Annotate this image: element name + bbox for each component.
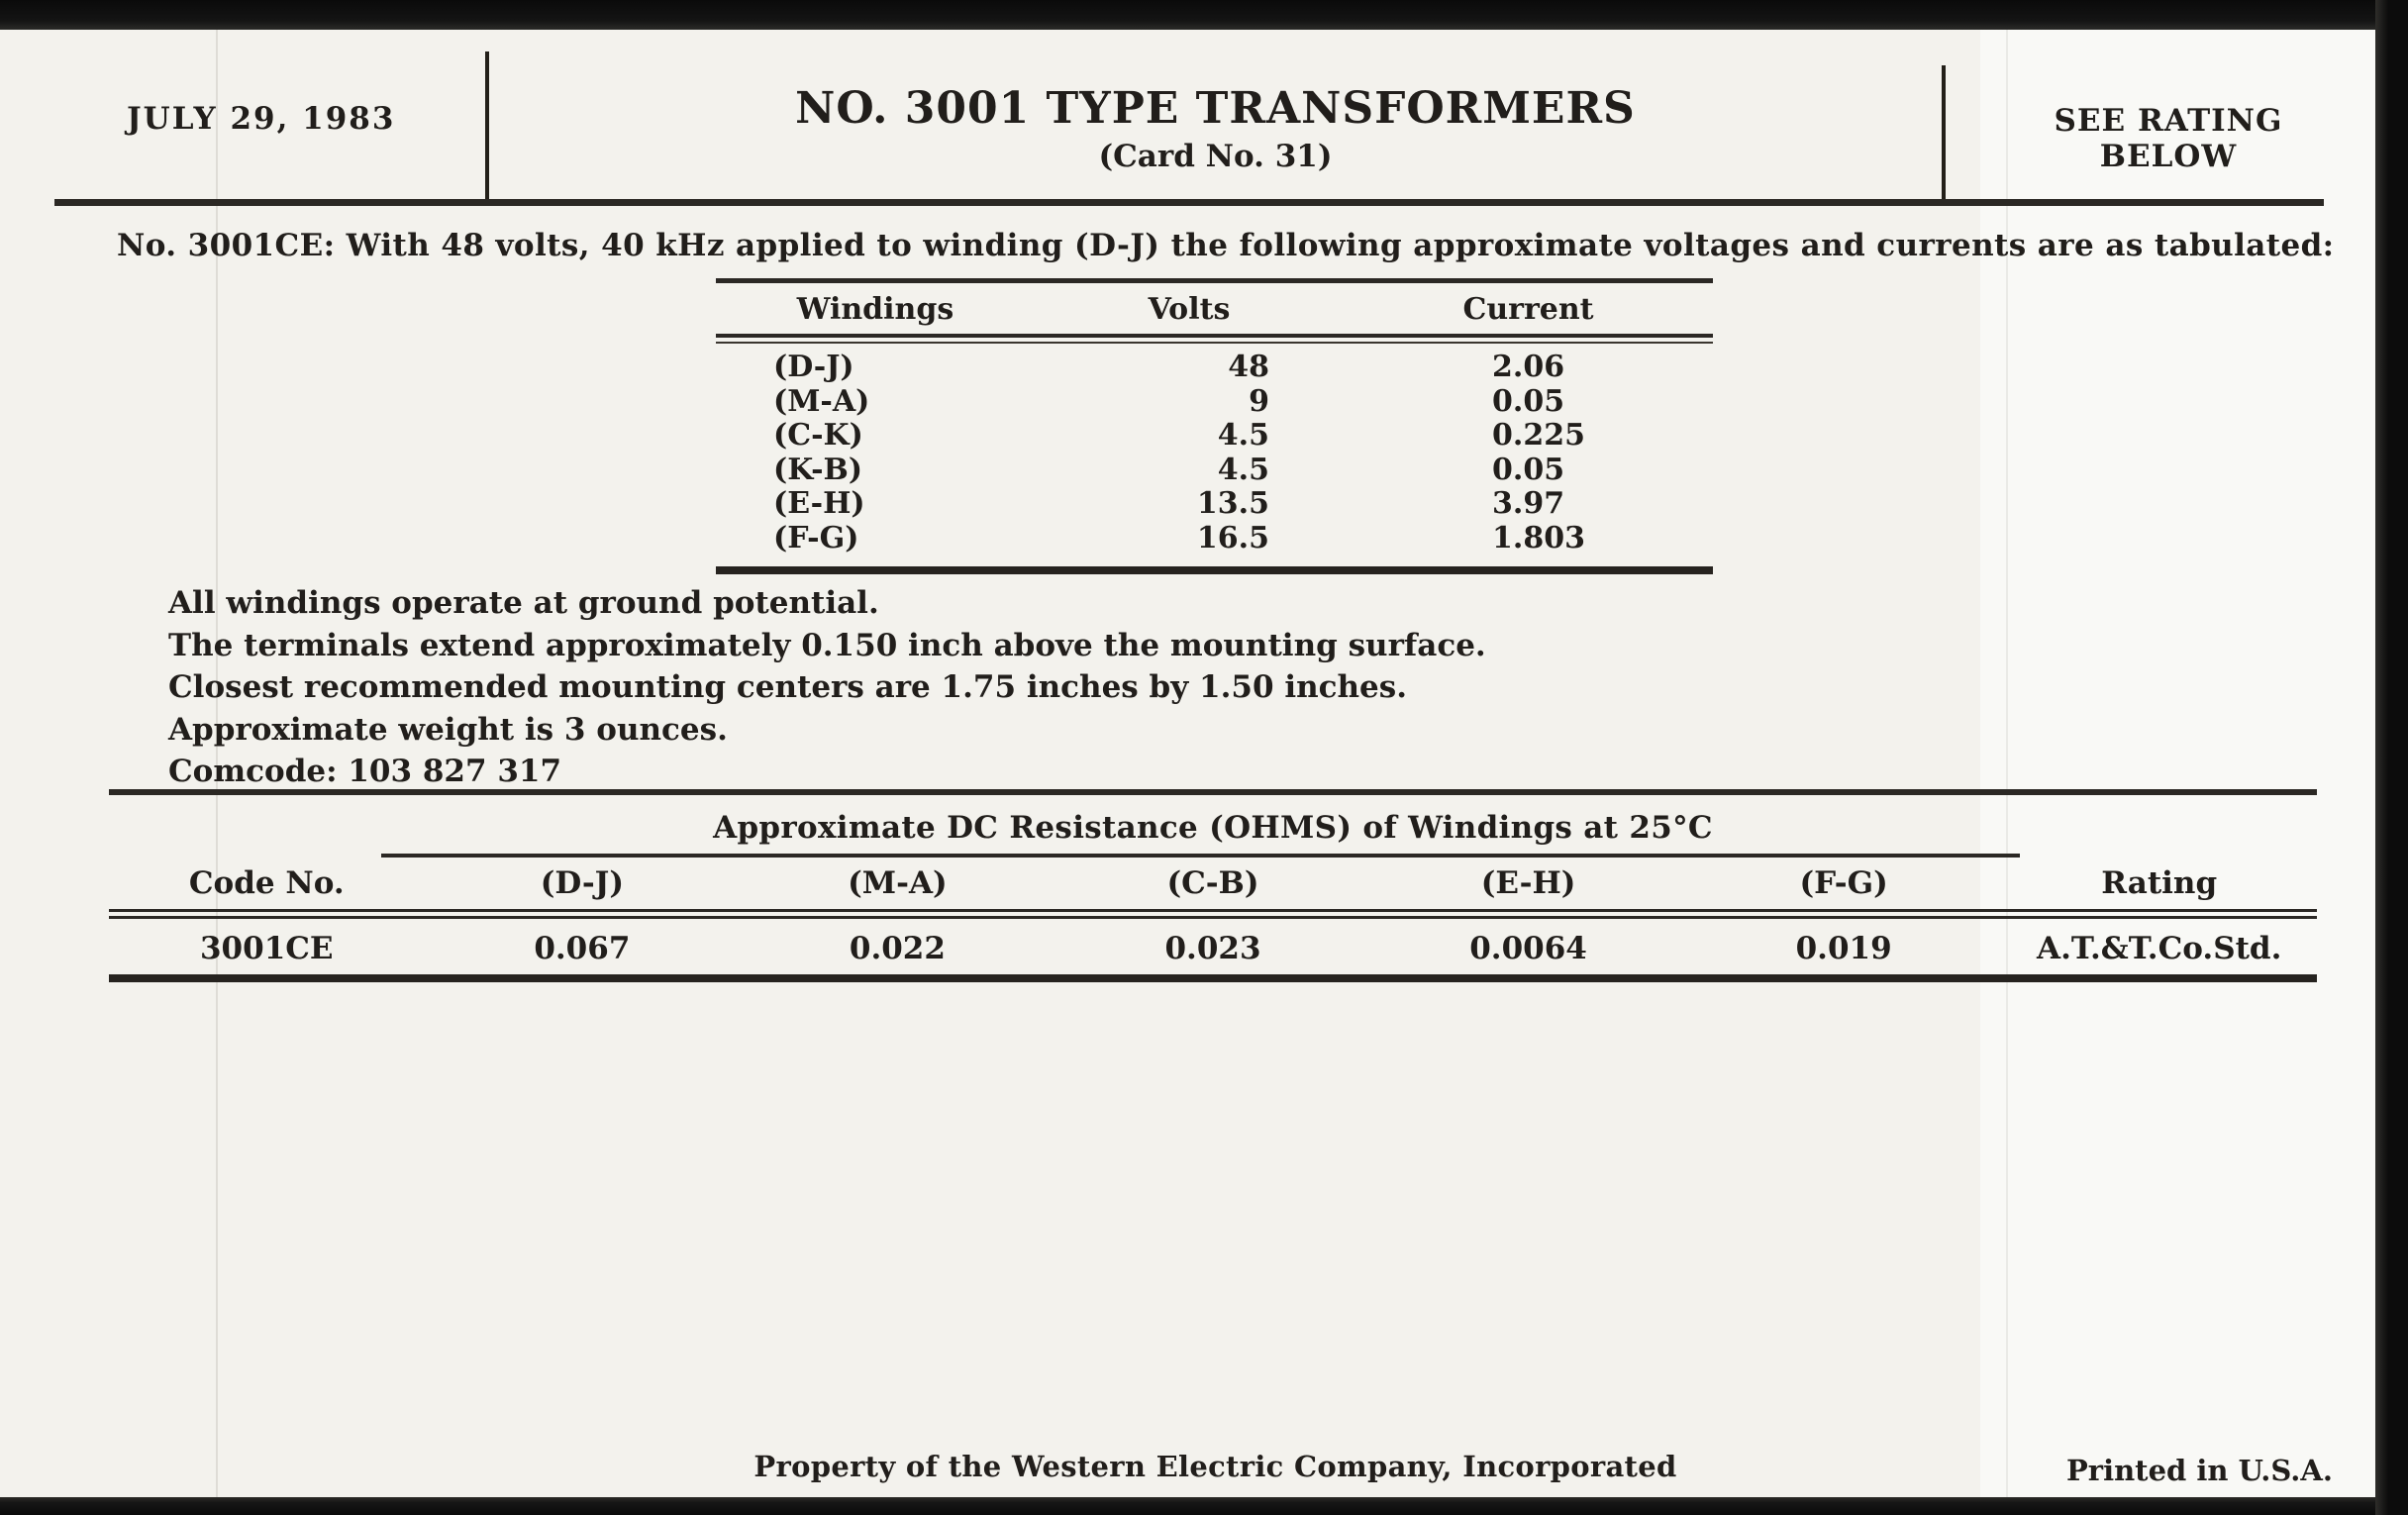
- col-header-windings: Windings: [796, 292, 954, 327]
- current-cell: 1.803: [1492, 520, 1585, 556]
- header-rule: [54, 199, 2324, 206]
- table-row: [716, 351, 1713, 385]
- current-cell: 0.05: [1492, 383, 1565, 419]
- table-row: [716, 419, 1713, 454]
- col-header-cb: (C-B): [1166, 865, 1259, 901]
- current-cell: 3.97: [1492, 486, 1565, 521]
- resistance-dj-cell: 0.067: [534, 931, 631, 966]
- resistance-eh-cell: 0.0064: [1469, 931, 1587, 966]
- winding-cell: (E-H): [773, 486, 865, 521]
- rating-note-line2: BELOW: [2099, 139, 2238, 174]
- resistance-ma-cell: 0.022: [849, 931, 946, 966]
- scan-edge-top: [0, 0, 2408, 30]
- printed-in-usa: Printed in U.S.A.: [2066, 1454, 2333, 1487]
- resistance-table-bottom-rule: [109, 974, 2317, 982]
- col-header-dj: (D-J): [540, 865, 625, 901]
- rating-cell: A.T.&T.Co.Std.: [2037, 931, 2282, 966]
- resistance-table-title-rule: [381, 854, 2020, 858]
- col-header-code-no: Code No.: [188, 865, 345, 901]
- table-row: [716, 522, 1713, 556]
- winding-cell: (M-A): [773, 383, 870, 419]
- code-no-cell: 3001CE: [199, 931, 334, 966]
- property-notice: Property of the Western Electric Company, Incorporated: [753, 1450, 1677, 1483]
- rating-note: [1970, 103, 2366, 174]
- col-header-eh: (E-H): [1480, 865, 1576, 901]
- windings-table-header-rule: [716, 334, 1713, 344]
- col-header-ma: (M-A): [848, 865, 948, 901]
- note-line: Closest recommended mounting centers are 1.75 inches by 1.50 inches.: [168, 669, 1408, 705]
- col-header-current: Current: [1462, 292, 1594, 327]
- scan-edge-right: [2375, 0, 2408, 1515]
- issue-date: JULY 29, 1983: [127, 101, 396, 137]
- card-number: (Card No. 31): [1098, 139, 1333, 174]
- current-cell: 0.05: [1492, 452, 1565, 487]
- current-cell: 0.225: [1492, 418, 1585, 453]
- col-header-rating: Rating: [2101, 865, 2218, 901]
- windings-table-header-row: [716, 283, 1713, 334]
- windings-table-body: [716, 344, 1713, 556]
- volts-cell: 4.5: [1217, 418, 1269, 453]
- note-line: Comcode: 103 827 317: [168, 754, 562, 789]
- note-line: All windings operate at ground potential.: [168, 585, 879, 621]
- col-header-fg: (F-G): [1799, 865, 1888, 901]
- intro-sentence: No. 3001CE: With 48 volts, 40 kHz applied to winding (D-J) the following approximate voltages and currents are as tabulated:: [117, 228, 2335, 263]
- volts-cell: 4.5: [1217, 452, 1269, 487]
- winding-cell: (F-G): [773, 520, 859, 556]
- notes-block: [168, 582, 1486, 793]
- resistance-table-header-row: [109, 865, 2317, 901]
- note-line: The terminals extend approximately 0.150 inch above the mounting surface.: [168, 627, 1486, 663]
- volts-cell: 48: [1228, 350, 1269, 384]
- windings-table: [716, 278, 1713, 574]
- resistance-table-title: Approximate DC Resistance (OHMS) of Windings at 25°C: [713, 810, 1713, 846]
- table-row: [109, 931, 2317, 966]
- volts-cell: 16.5: [1196, 520, 1269, 556]
- winding-cell: (D-J): [773, 350, 854, 384]
- rating-note-line1: SEE RATING: [2054, 103, 2283, 139]
- table-row: [716, 487, 1713, 522]
- table-row: [716, 454, 1713, 488]
- windings-table-bottom-rule: [716, 566, 1713, 574]
- resistance-cb-cell: 0.023: [1164, 931, 1261, 966]
- resistance-table-top-rule: [109, 789, 2317, 795]
- col-header-volts: Volts: [1148, 292, 1231, 327]
- table-row: [716, 385, 1713, 420]
- volts-cell: 9: [1249, 383, 1269, 419]
- page-title: NO. 3001 TYPE TRANSFORMERS: [795, 83, 1636, 134]
- note-line: Approximate weight is 3 ounces.: [168, 711, 728, 748]
- header-divider-right: [1942, 65, 1946, 206]
- resistance-fg-cell: 0.019: [1795, 931, 1892, 966]
- winding-cell: (C-K): [773, 418, 863, 453]
- current-cell: 2.06: [1492, 350, 1565, 384]
- volts-cell: 13.5: [1196, 486, 1269, 521]
- scan-edge-bottom: [0, 1497, 2408, 1515]
- winding-cell: (K-B): [773, 452, 863, 487]
- resistance-table-header-rule: [109, 909, 2317, 919]
